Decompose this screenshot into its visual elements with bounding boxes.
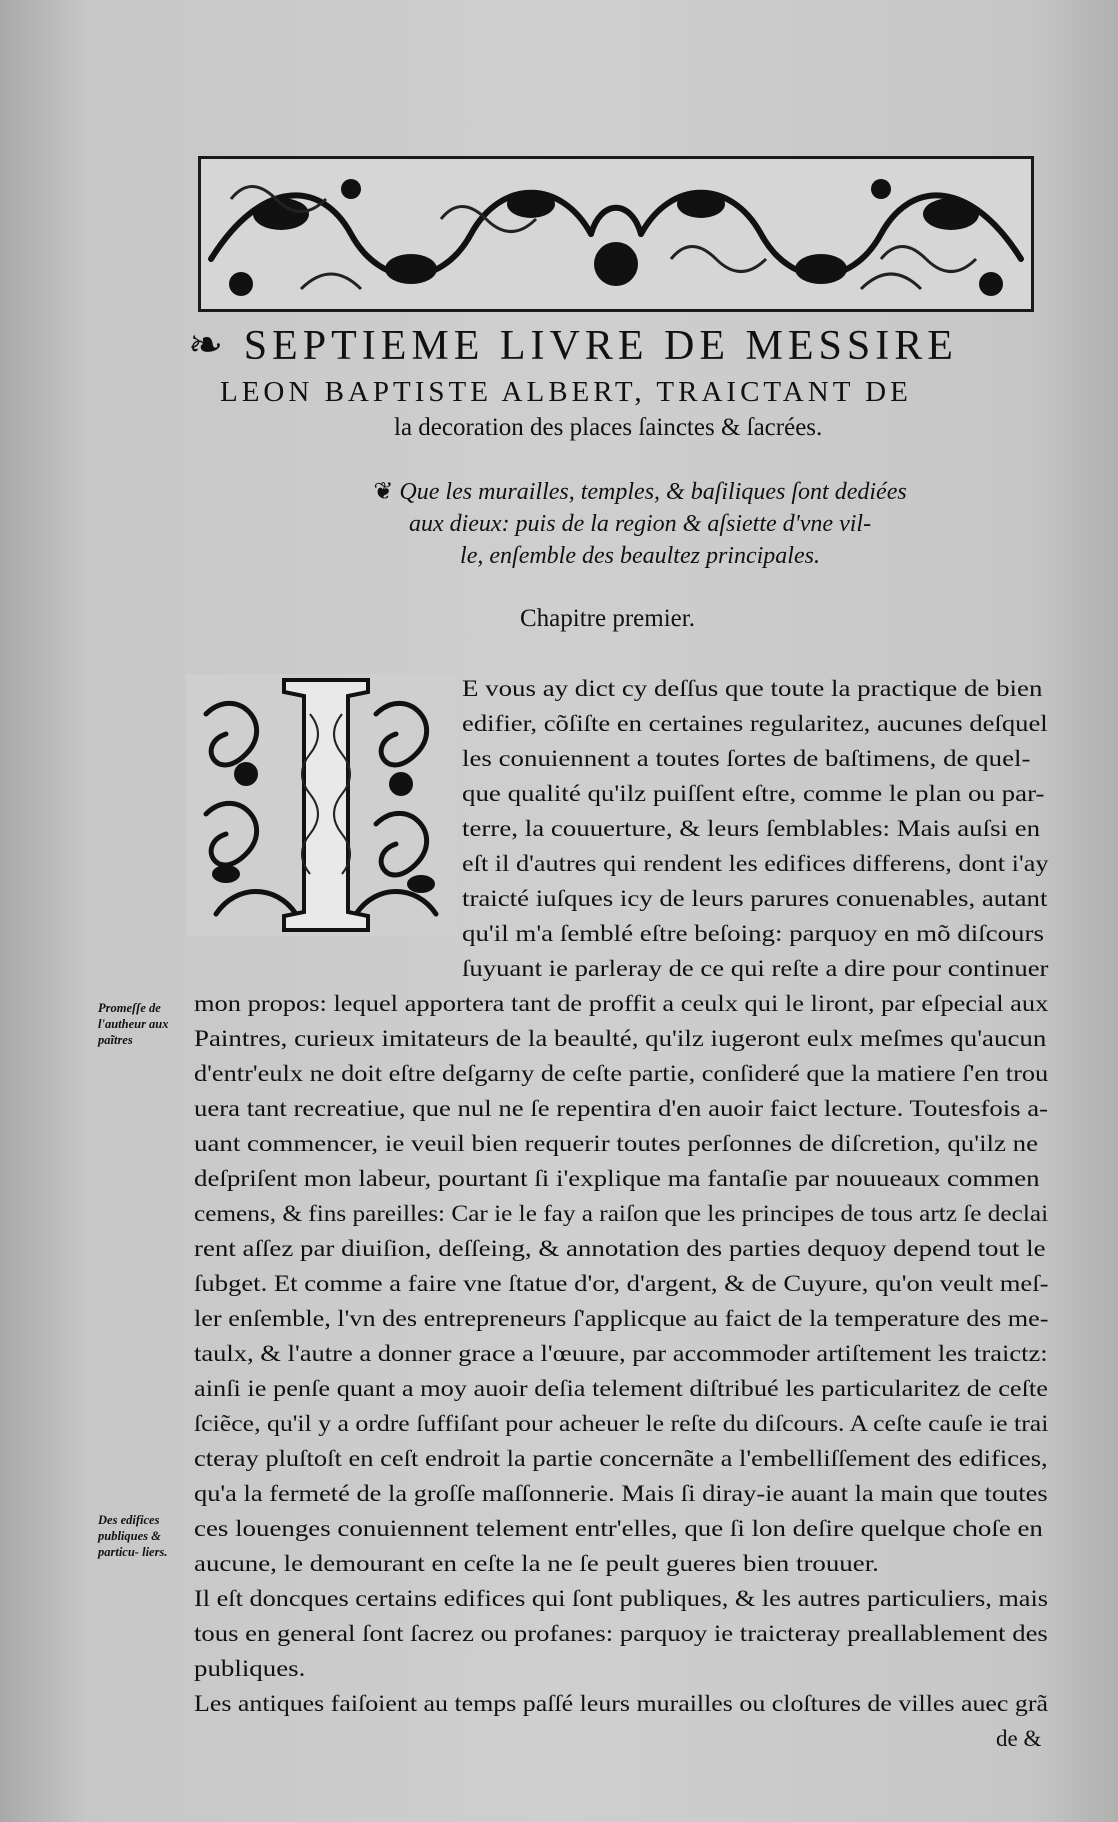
body-line: uant commencer, ie veuil bien requerir toutes perſonnes de diſcretion, qu'ilz ne <box>194 1131 1039 1157</box>
body-line: taulx, & l'autre a donner grace a l'œuure, par accommoder artiſtement les traictz: <box>194 1341 1048 1367</box>
body-line: Il eſt doncques certains edifices qui ſont publiques, & les autres particuliers, mais <box>194 1586 1048 1612</box>
body-line: E vous ay dict cy deſſus que toute la practique de bien <box>462 676 1043 702</box>
body-line: ainſi ie penſe quant a moy auoir deſia telement diſtribué les particularitez de ceſte <box>194 1376 1048 1402</box>
body-line: ces louenges conuiennent telement entr'elles, que ſi lon deſire quelque choſe en <box>194 1516 1043 1542</box>
body-line: cemens, & fins pareilles: Car ie le fay a raiſon que les principes de tous artz ſe declai <box>194 1201 1049 1227</box>
body-line: cteray pluſtoſt en ceſt endroit la partie concernãte a l'embelliſſement des edifices, <box>194 1446 1048 1472</box>
title-line-1: ❧ SEPTIEME LIVRE DE MESSIRE <box>188 323 958 369</box>
body-line: uera tant recreatiue, que nul ne ſe repentira d'en auoir faict lecture. Toutesfois a- <box>194 1096 1049 1122</box>
body-line: edifier, cõſiſte en certaines regularitez, aucunes deſquel <box>462 711 1048 737</box>
body-line: d'entr'eulx ne doit eſtre deſgarny de ceſte partie, conſideré que la matiere ſ'en trou <box>194 1061 1049 1087</box>
margin-note: Promeſſe de l'autheur aux paĩtres <box>98 1001 169 1047</box>
body-line: les conuiennent a toutes ſortes de baſtimens, de quel- <box>462 746 1031 772</box>
summary-line-1: ❦ Que les murailles, temples, & baſiliques ſont dediées <box>373 479 907 505</box>
chapter-summary <box>340 476 940 572</box>
body-line: ſuyuant ie parleray de ce qui reſte a dire pour continuer <box>462 956 1049 982</box>
body-line: Les antiques faiſoient au temps paſſé leurs murailles ou cloſtures de villes auec grã <box>194 1691 1048 1717</box>
body-line: ler enſemble, l'vn des entrepreneurs ſ'applicque au faict de la temperature des me- <box>194 1306 1049 1332</box>
body-line: terre, la couuerture, & leurs ſemblables: Mais auſsi en <box>462 816 1041 842</box>
ornamental-headpiece <box>198 156 1034 312</box>
body-line: mon propos: lequel apportera tant de proffit a ceulx qui le liront, par eſpecial aux <box>194 991 1049 1017</box>
body-line: que qualité qu'ilz puiſſent eſtre, comme le plan ou par- <box>462 781 1045 807</box>
body-line: ſubget. Et comme a faire vne ſtatue d'or, d'argent, & de Cuyure, qu'on veult meſ- <box>194 1271 1049 1297</box>
body-line: Paintres, curieux imitateurs de la beaulté, qu'ilz iugeront eulx meſmes qu'aucun <box>194 1026 1047 1052</box>
body-line: ſciẽce, qu'il y a ordre ſuffiſant pour acheuer le reſte du diſcours. A ceſte cauſe ie trai <box>194 1411 1049 1437</box>
body-line: rent aſſez par diuiſion, deſſeing, & annotation des parties dequoy depend tout le <box>194 1236 1046 1262</box>
body-line: aucune, le demourant en ceſte la ne ſe peult gueres bien trouuer. <box>194 1551 879 1577</box>
body-line: qu'il m'a ſemblé eſtre beſoing: parquoy en mõ diſcours <box>462 921 1044 947</box>
body-line: tous en general ſont ſacrez ou profanes: parquoy ie traicteray preallablement des <box>194 1621 1048 1647</box>
body-line: publiques. <box>194 1656 306 1682</box>
summary-line-3: le, enſemble des beaultez principales. <box>460 543 820 569</box>
margin-note: Des edifices publiques & particu- liers. <box>98 1513 168 1559</box>
body-line: traicté iuſques icy de leurs parures conuenables, autant <box>462 886 1048 912</box>
chapter-heading: Chapitre premier. <box>520 605 695 632</box>
decorated-initial-icon <box>186 674 458 936</box>
body-line: eſt il d'autres qui rendent les edifices differens, dont i'ay <box>462 851 1049 877</box>
title-line-3: la decoration des places ſainctes & ſacrées. <box>394 414 823 441</box>
fleuron-icon: ❦ <box>373 479 394 505</box>
body-line: qu'a la fermeté de la groſſe maſſonnerie. Mais ſi diray-ie auant la main que toutes <box>194 1481 1048 1507</box>
catchword: de & <box>996 1726 1042 1751</box>
title-line-2: LEON BAPTISTE ALBERT, TRAICTANT DE <box>220 376 912 408</box>
summary-line-2: aux dieux: puis de la region & aſsiette d'vne vil- <box>408 511 872 537</box>
body-line: deſpriſent mon labeur, pourtant ſi i'explique ma fantaſie par nouueaux commen <box>194 1166 1040 1192</box>
